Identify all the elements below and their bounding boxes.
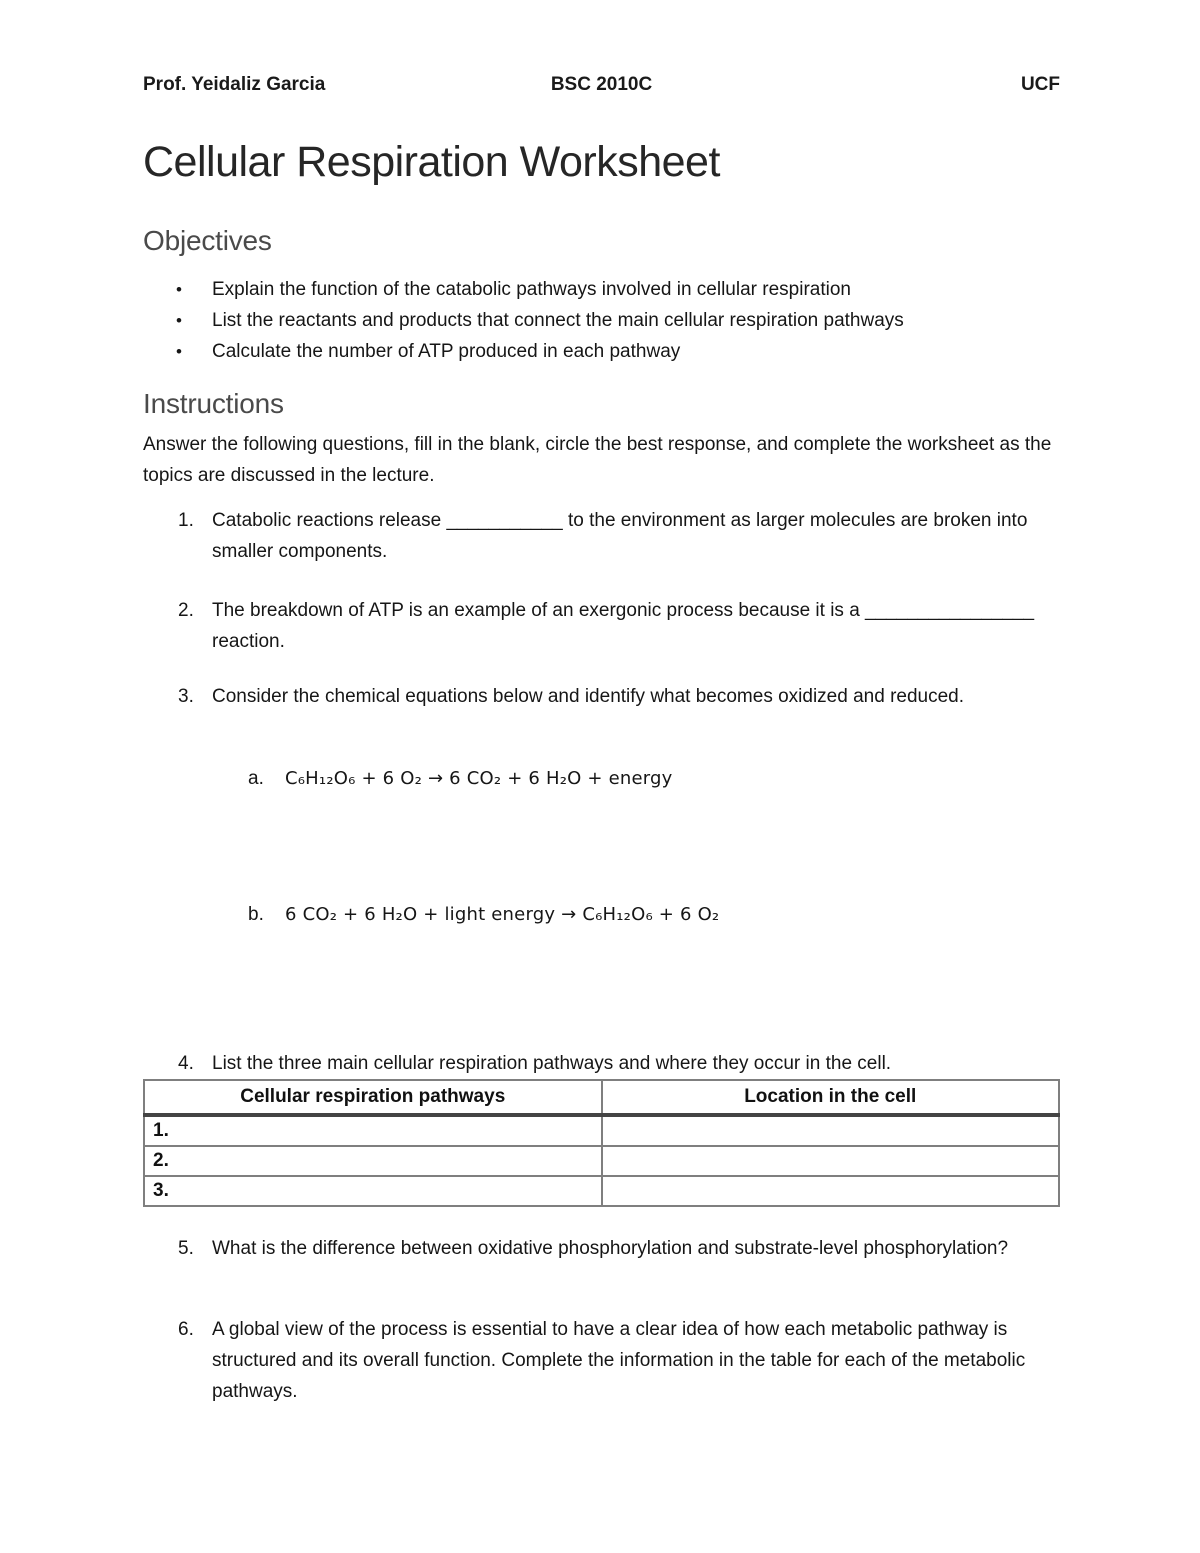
question-text: List the three main cellular respiration pathways and where they occur in the cell.	[212, 1053, 892, 1074]
table-header-row	[144, 1080, 1059, 1115]
objectives-heading: Objectives	[143, 225, 272, 256]
document-header	[143, 74, 1060, 96]
bullet-icon: •	[176, 311, 182, 330]
objective-item	[176, 305, 1060, 336]
question-number: 2.	[178, 600, 194, 621]
question-text: Consider the chemical equations below and identify what becomes oxidized and reduced.	[212, 686, 965, 707]
question-3	[143, 681, 1060, 712]
question-number: 4.	[178, 1053, 194, 1074]
table-header-location: Location in the cell	[602, 1080, 1060, 1115]
pathway-label-cell: 2.	[144, 1146, 602, 1176]
question-6	[143, 1314, 1060, 1407]
objective-text: List the reactants and products that connect the main cellular respiration pathways	[212, 310, 904, 331]
objective-text: Calculate the number of ATP produced in each pathway	[212, 341, 681, 362]
table-row	[144, 1115, 1059, 1146]
question-text: What is the difference between oxidative phosphorylation and substrate-level phosphorylation?	[212, 1238, 1009, 1259]
equation-b-label: b.	[248, 904, 264, 925]
objective-item	[176, 274, 1060, 305]
equation-a-label: a.	[248, 768, 264, 789]
professor-name: Prof. Yeidaliz Garcia	[143, 74, 326, 95]
course-code: BSC 2010C	[550, 74, 653, 95]
location-blank-cell	[602, 1115, 1060, 1146]
pathway-label-cell: 3.	[144, 1176, 602, 1206]
question-text: A global view of the process is essential to have a clear idea of how each metabolic pathway is structured and its overall function. Complete the information in the table for each of the metabolic pathways.	[212, 1319, 1026, 1402]
institution-name: UCF	[1020, 74, 1061, 95]
question-number: 3.	[178, 686, 194, 707]
instructions-text: Answer the following questions, fill in the blank, circle the best response, and complete the worksheet as the topics are discussed in the lecture.	[143, 434, 1052, 486]
location-blank-cell	[602, 1146, 1060, 1176]
question-number: 5.	[178, 1238, 194, 1259]
instructions-heading: Instructions	[143, 388, 284, 419]
table-row	[144, 1146, 1059, 1176]
equation-a	[143, 764, 1060, 794]
question-2	[143, 595, 1060, 657]
question-1	[143, 505, 1060, 567]
question-5	[143, 1233, 1060, 1264]
location-blank-cell	[602, 1176, 1060, 1206]
page-title: Cellular Respiration Worksheet	[143, 138, 720, 186]
pathways-table	[143, 1079, 1060, 1207]
question-text: The breakdown of ATP is an example of an exergonic process because it is a ________________ reaction.	[212, 600, 1035, 652]
equation-a-formula: C₆H₁₂O₆ + 6 O₂ → 6 CO₂ + 6 H₂O + energy	[285, 768, 673, 789]
bullet-icon: •	[176, 280, 182, 299]
table-header-pathways: Cellular respiration pathways	[144, 1080, 602, 1115]
table-row	[144, 1176, 1059, 1206]
question-4	[143, 1048, 1060, 1079]
pathway-label-cell: 1.	[144, 1115, 602, 1146]
equation-b-formula: 6 CO₂ + 6 H₂O + light energy → C₆H₁₂O₆ + 6 O₂	[285, 904, 720, 925]
objectives-list	[143, 274, 1060, 367]
question-text: Catabolic reactions release ___________ to the environment as larger molecules are broken into smaller components.	[212, 510, 1028, 562]
question-number: 1.	[178, 510, 194, 531]
objective-item	[176, 336, 1060, 367]
question-number: 6.	[178, 1319, 194, 1340]
objective-text: Explain the function of the catabolic pathways involved in cellular respiration	[212, 279, 851, 300]
equation-b	[143, 900, 1060, 930]
bullet-icon: •	[176, 342, 182, 361]
